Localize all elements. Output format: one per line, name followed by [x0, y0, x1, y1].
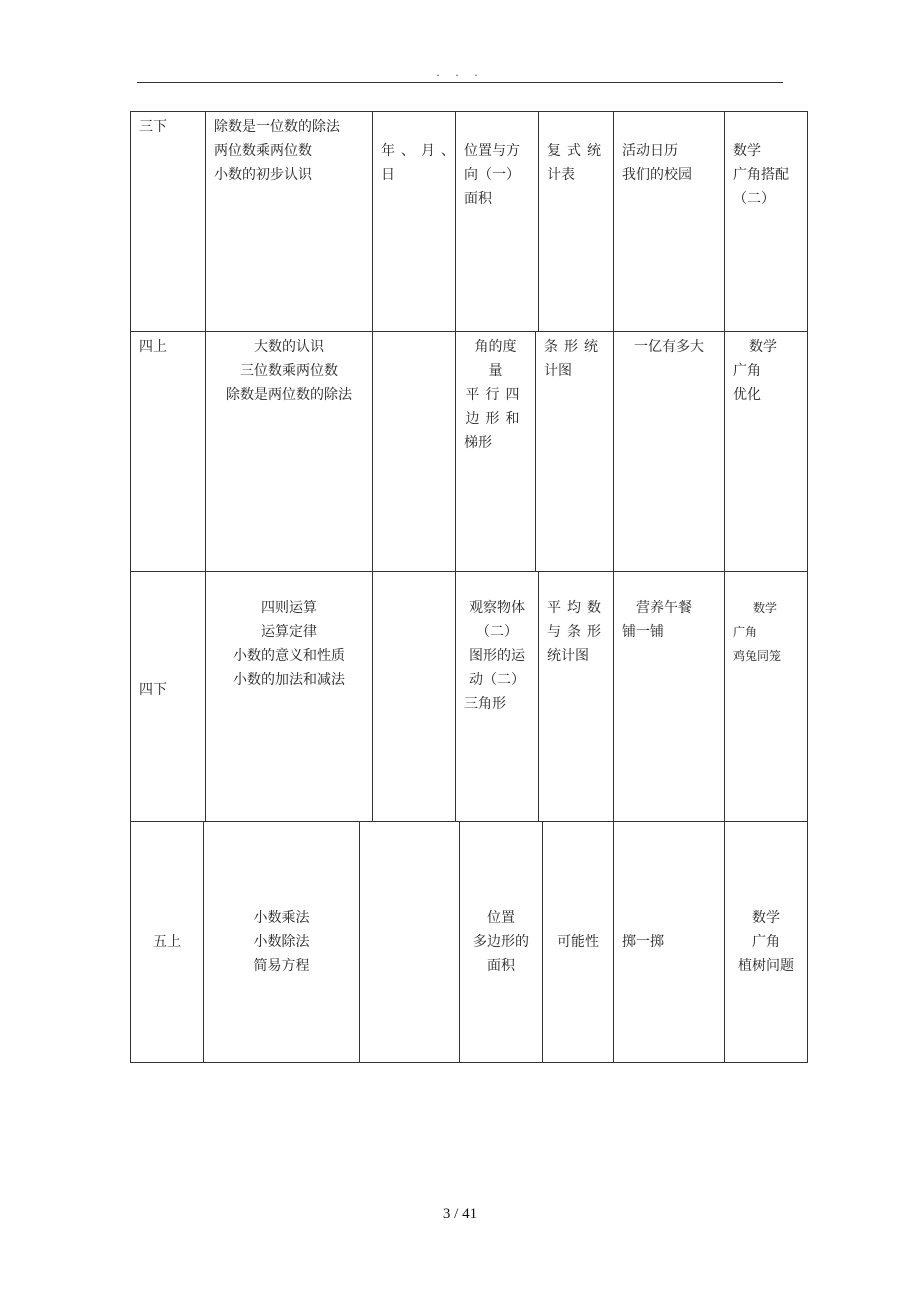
math-corner-cell: 数学 广角 优化	[724, 331, 808, 572]
statistics-topics-cell: 条形统 计图	[535, 331, 614, 572]
header-dots: . . .	[436, 66, 484, 79]
geometry-topics-cell: 位置与方 向（一） 面积	[455, 111, 539, 332]
page-number: 3 / 41	[442, 1206, 478, 1222]
grade-cell: 四下	[130, 571, 206, 822]
table-row	[130, 571, 808, 822]
math-corner-cell: 数学 广角 植树问题	[724, 821, 808, 1063]
table-row	[130, 331, 808, 572]
activity-topics-cell: 活动日历 我们的校园	[613, 111, 725, 332]
geometry-topics-cell: 角的度 量 平行四 边形和 梯形	[455, 331, 536, 572]
unit-topics-cell: 小数乘法 小数除法 简易方程	[203, 821, 360, 1063]
geometry-topics-cell: 观察物体 （二） 图形的运 动（二） 三角形	[455, 571, 539, 822]
unit-topics-cell: 除数是一位数的除法 两位数乘两位数 小数的初步认识	[205, 111, 373, 332]
geometry-topics-cell: 位置 多边形的 面积	[459, 821, 543, 1063]
unit-topics-cell: 四则运算 运算定律 小数的意义和性质 小数的加法和减法	[205, 571, 373, 822]
measure-topics-cell: 年、月、 日	[372, 111, 456, 332]
activity-topics-cell: 一亿有多大	[613, 331, 725, 572]
math-corner-cell: 数学 广角 鸡兔同笼	[724, 571, 808, 822]
grade-cell: 四上	[130, 331, 206, 572]
grade-cell: 五上	[130, 821, 204, 1063]
unit-topics-cell: 大数的认识 三位数乘两位数 除数是两位数的除法	[205, 331, 373, 572]
header-rule	[137, 82, 783, 83]
measure-topics-cell	[359, 821, 460, 1063]
statistics-topics-cell: 可能性	[542, 821, 614, 1063]
statistics-topics-cell: 平均数 与条形 统计图	[538, 571, 614, 822]
grade-cell: 三下	[130, 111, 206, 332]
activity-topics-cell: 营养午餐 铺一铺	[613, 571, 725, 822]
measure-topics-cell	[372, 571, 456, 822]
math-corner-cell: 数学 广角搭配 （二）	[724, 111, 808, 332]
activity-topics-cell: 掷一掷	[613, 821, 725, 1063]
table-row	[130, 111, 808, 332]
statistics-topics-cell: 复式统 计表	[538, 111, 614, 332]
table-row	[130, 821, 808, 1063]
measure-topics-cell	[372, 331, 456, 572]
